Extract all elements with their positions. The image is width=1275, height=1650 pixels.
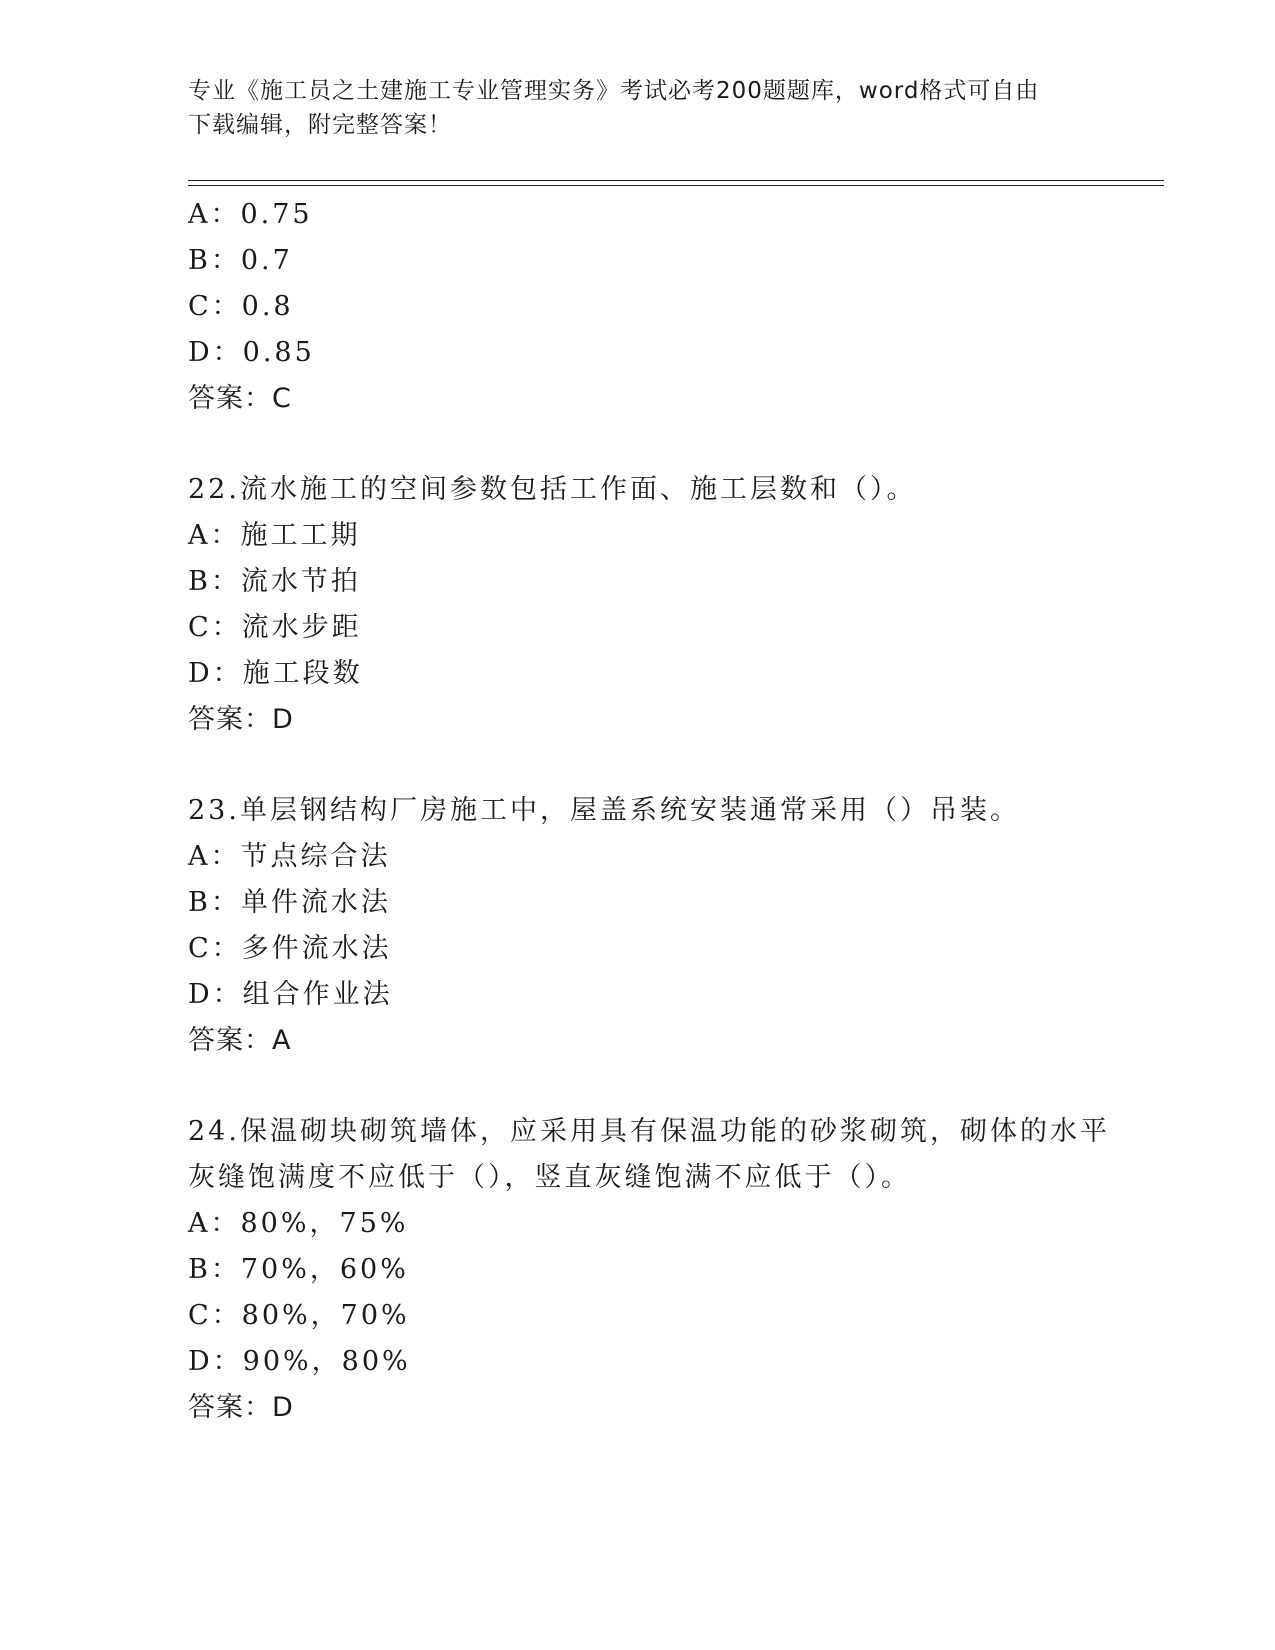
option-b: B：70%，60% (188, 1254, 409, 1285)
question-list (188, 192, 1148, 1431)
option-c: C：多件流水法 (188, 933, 392, 964)
question-24 (188, 1109, 1148, 1431)
answer: 答案：D (188, 704, 294, 735)
header-divider-bottom (188, 185, 1164, 186)
question-text: 23.单层钢结构厂房施工中，屋盖系统安装通常采用（）吊装。 (188, 795, 1020, 826)
option-d: D：90%，80% (188, 1346, 411, 1377)
option-a: A：0.75 (188, 199, 313, 230)
option-c: C：0.8 (188, 291, 294, 322)
option-a: A：节点综合法 (188, 841, 391, 872)
question-text-line-1: 24.保温砌块砌筑墙体，应采用具有保温功能的砂浆砌筑，砌体的水平 (188, 1116, 1110, 1147)
header-line-2: 下载编辑，附完整答案！ (188, 112, 452, 138)
question-text-line-2: 灰缝饱满度不应低于（），竖直灰缝饱满不应低于（）。 (188, 1162, 911, 1193)
option-b: B：流水节拍 (188, 566, 361, 597)
question-22 (188, 467, 1148, 743)
answer: 答案：C (188, 383, 292, 414)
option-c: C：80%，70% (188, 1300, 410, 1331)
answer: 答案：A (188, 1025, 292, 1056)
option-a: A：施工工期 (188, 520, 361, 551)
option-d: D：组合作业法 (188, 979, 393, 1010)
question-text: 22.流水施工的空间参数包括工作面、施工层数和（）。 (188, 474, 917, 505)
question-21 (188, 192, 1148, 422)
option-b: B：0.7 (188, 245, 293, 276)
question-23 (188, 788, 1148, 1064)
option-d: D：0.85 (188, 337, 315, 368)
header-divider-top (188, 180, 1164, 181)
option-a: A：80%，75% (188, 1208, 409, 1239)
option-d: D：施工段数 (188, 658, 363, 689)
answer: 答案：D (188, 1392, 294, 1423)
option-b: B：单件流水法 (188, 887, 391, 918)
header-line-1: 专业《施工员之土建施工专业管理实务》考试必考200题题库，word格式可自由 (188, 78, 1040, 104)
document-header (188, 74, 1088, 142)
option-c: C：流水步距 (188, 612, 362, 643)
